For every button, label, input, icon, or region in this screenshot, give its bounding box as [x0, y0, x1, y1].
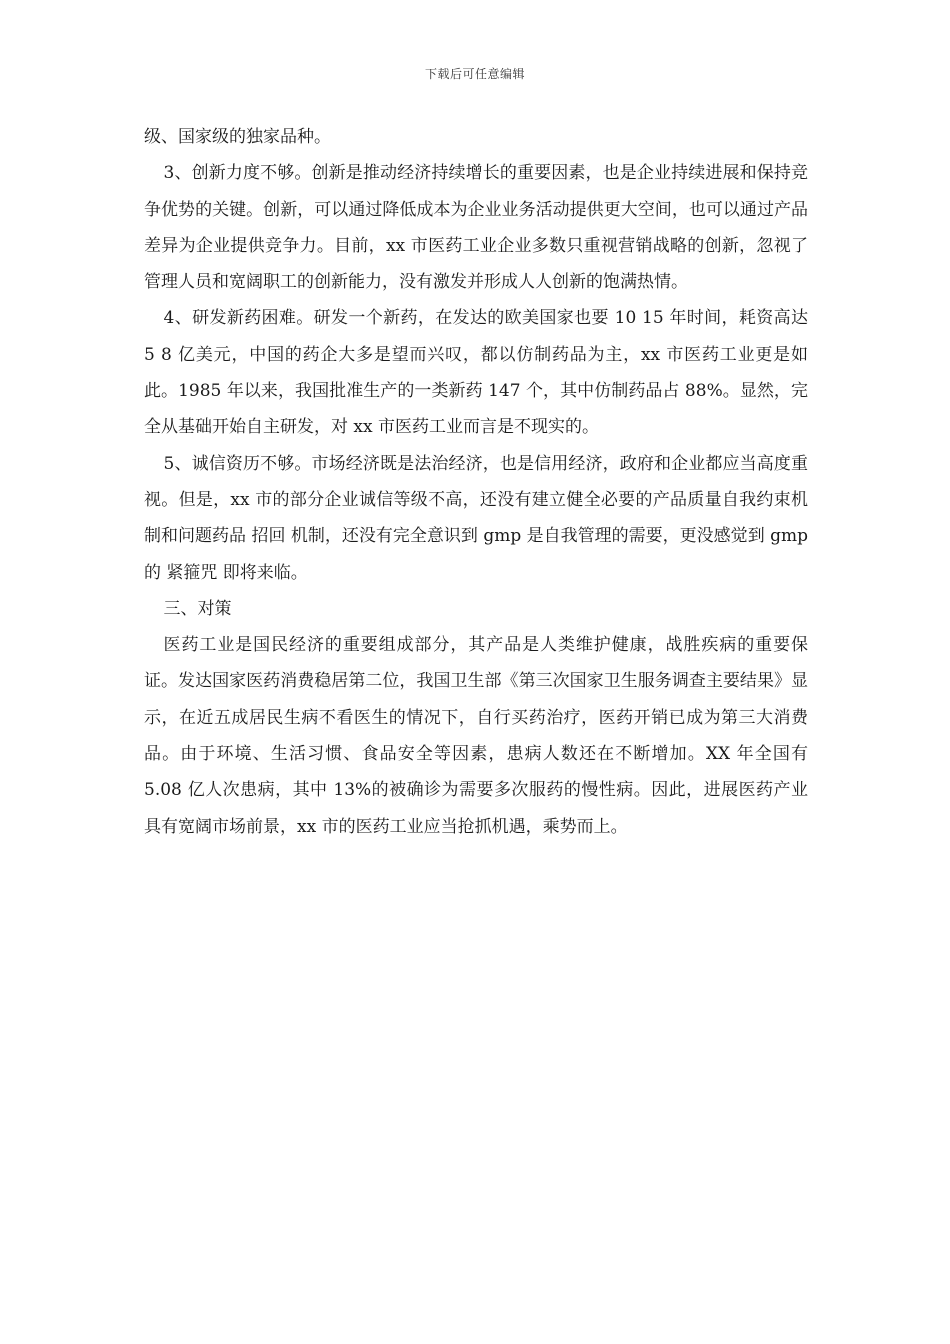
section-heading-countermeasures: 三、对策 [163, 598, 232, 619]
paragraph-integrity: 5、诚信资历不够。市场经济既是法治经济，也是信用经济，政府和企业都应当高度重视。但是，xx 市的部分企业诚信等级不高，还没有建立健全必要的产品质量自我约束机制和问题药品 招回 机制，还没有完全意识到 gmp 是自我管理的需要，更没感觉到 gmp 的 紧箍咒 即将来临。 [144, 453, 808, 583]
paragraph-innovation: 3、创新力度不够。创新是推动经济持续增长的重要因素，也是企业持续进展和保持竞争优势的关键。创新，可以通过降低成本为企业业务活动提供更大空间，也可以通过产品差异为企业提供竞争力。目前，xx 市医药工业企业多数只重视营销战略的创新，忽视了管理人员和宽阔职工的创新能力，没有激发并形成人人创新的饱满热情。 [144, 163, 808, 293]
paragraph-new-drug-rd: 4、研发新药困难。研发一个新药，在发达的欧美国家也要 10 15 年时间，耗资高达 5 8 亿美元，中国的药企大多是望而兴叹，都以仿制药品为主，xx 市医药工业更是如此。1985 年以来，我国批准生产的一类新药 147 个，其中仿制药品占 88%。显然，完全从基础开始自主研发，对 xx 市医药工业而言是不现实的。 [144, 308, 808, 438]
document-body [144, 119, 808, 845]
paragraph-continuation: 级、国家级的独家品种。 [144, 127, 331, 147]
page-header: 下载后可任意编辑 [424, 67, 525, 81]
paragraph-countermeasures: 医药工业是国民经济的重要组成部分，其产品是人类维护健康，战胜疾病的重要保证。发达国家医药消费稳居第二位，我国卫生部《第三次国家卫生服务调查主要结果》显示，在近五成居民生病不看医生的情况下，自行买药治疗，医药开销已成为第三大消费品。由于环境、生活习惯、食品安全等因素，患病人数还在不断增加。XX 年全国有 5.08 亿人次患病，其中 13%的被确诊为需要多次服药的慢性病。因此，进展医药产业具有宽阔市场前景，xx 市的医药工业应当抢抓机遇，乘势而上。 [144, 635, 808, 837]
